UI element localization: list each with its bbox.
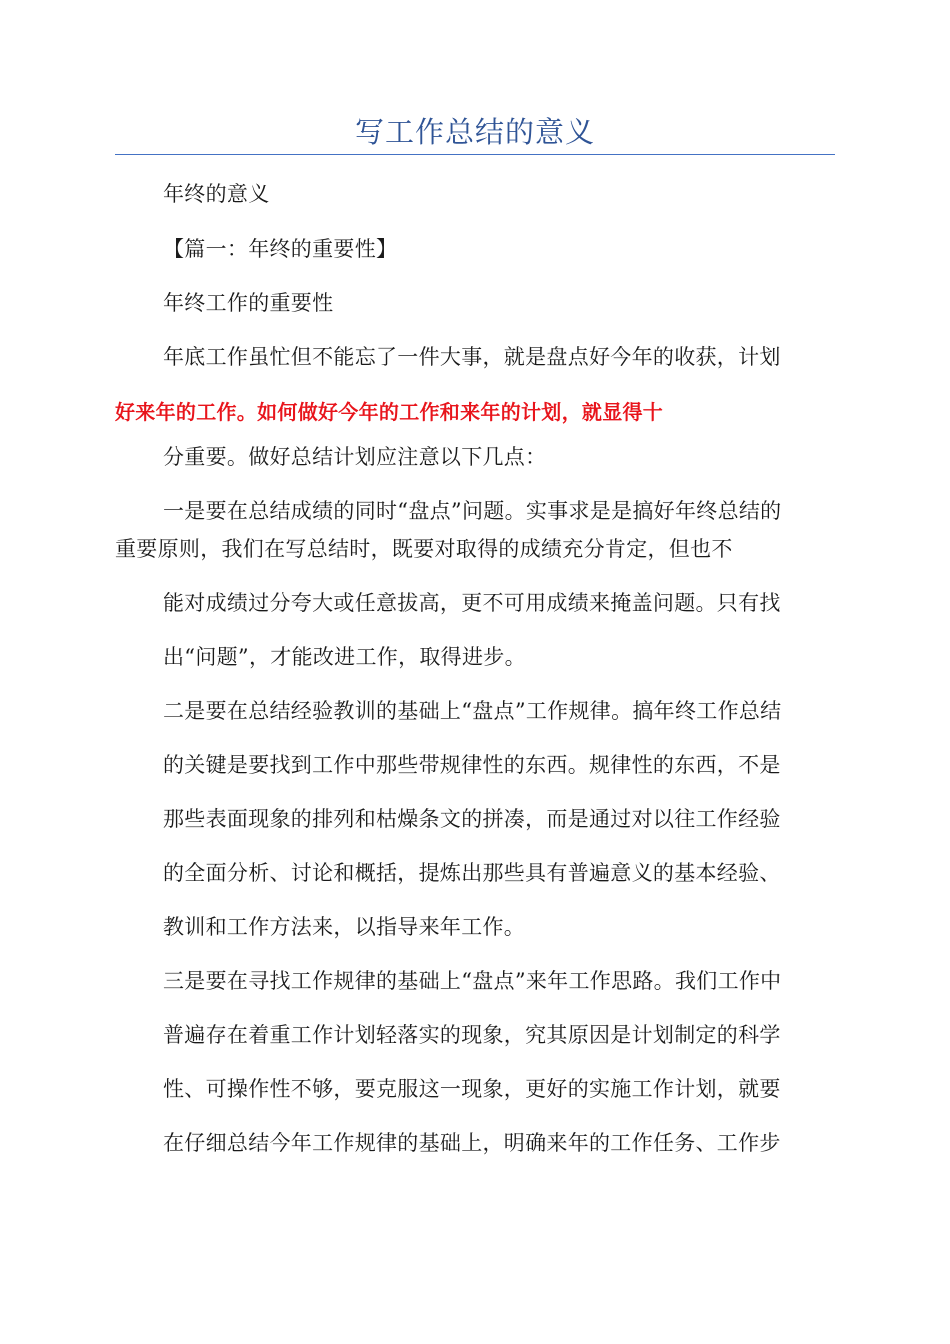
text-line: 在仔细总结今年工作规律的基础上，明确来年的工作任务、工作步	[163, 1131, 781, 1155]
highlighted-text-line: 好来年的工作。如何做好今年的工作和来年的计划，就显得十	[115, 400, 664, 424]
text-line: 性、可操作性不够，要克服这一现象，更好的实施工作计划，就要	[163, 1077, 781, 1101]
text-line: 普遍存在着重工作计划轻落实的现象，究其原因是计划制定的科学	[163, 1023, 781, 1047]
text-line: 年底工作虽忙但不能忘了一件大事，就是盘点好今年的收获，计划	[163, 345, 781, 369]
document-title: 写工作总结的意义	[354, 115, 595, 149]
text-line: 分重要。做好总结计划应注意以下几点：	[163, 445, 547, 469]
text-line: 教训和工作方法来，以指导来年工作。	[163, 915, 526, 939]
text-line: 出“问题”，才能改进工作，取得进步。	[163, 645, 526, 669]
text-line: 二是要在总结经验教训的基础上“盘点”工作规律。搞年终工作总结	[163, 699, 782, 723]
text-line: 重要原则，我们在写总结时，既要对取得的成绩充分肯定，但也不	[115, 537, 733, 561]
title-underline	[115, 154, 835, 155]
text-line: 那些表面现象的排列和枯燥条文的拼凑，而是通过对以往工作经验	[163, 807, 781, 831]
text-line: 年终工作的重要性	[163, 291, 334, 315]
text-line: 的关键是要找到工作中那些带规律性的东西。规律性的东西，不是	[163, 753, 781, 777]
text-line: 能对成绩过分夸大或任意拔高，更不可用成绩来掩盖问题。只有找	[163, 591, 781, 615]
text-line: 【篇一：年终的重要性】	[163, 237, 398, 261]
text-line: 年终的意义	[163, 182, 270, 206]
text-line: 的全面分析、讨论和概括，提炼出那些具有普遍意义的基本经验、	[163, 861, 781, 885]
text-line: 一是要在总结成绩的同时“盘点”问题。实事求是是搞好年终总结的	[163, 499, 782, 523]
text-line: 三是要在寻找工作规律的基础上“盘点”来年工作思路。我们工作中	[163, 969, 782, 993]
